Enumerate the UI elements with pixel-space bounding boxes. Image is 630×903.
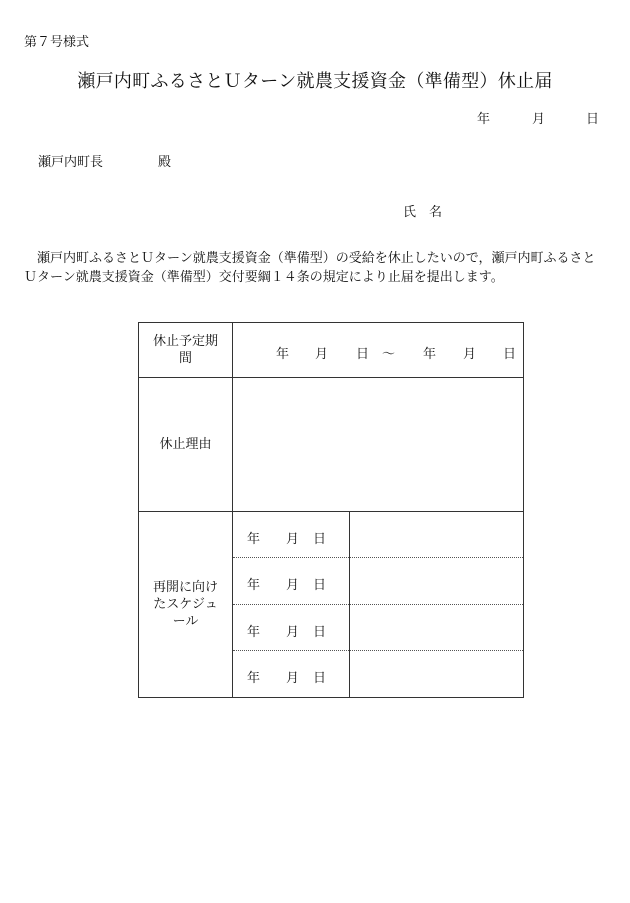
schedule-row <box>139 512 523 697</box>
schedule-row-1-year: 年 <box>247 532 261 547</box>
schedule-row-2-year: 年 <box>247 578 261 593</box>
schedule-row-4-year: 年 <box>247 671 261 686</box>
schedule-divider <box>233 557 523 558</box>
schedule-row-2-day: 日 <box>313 578 327 593</box>
period-start-year: 年 <box>276 347 290 362</box>
period-end-day: 日 <box>503 347 517 362</box>
schedule-row-4-day: 日 <box>313 671 327 686</box>
suspension-table <box>138 322 524 698</box>
schedule-divider <box>233 604 523 605</box>
period-end-month: 月 <box>463 347 477 362</box>
period-label: 休止予定期間 <box>139 323 233 377</box>
date-year: 年 <box>477 112 491 127</box>
applicant-name-label: 氏 名 <box>403 205 443 220</box>
body-paragraph: 瀬戸内町ふるさとＵターン就農支援資金（準備型）の受給を休止したいので，瀬戸内町ふるさとＵターン就農支援資金（準備型）交付要綱１４条の規定により止届を提出します。 <box>24 251 596 285</box>
date-month: 月 <box>532 112 546 127</box>
schedule-row-3-month: 月 <box>286 625 300 640</box>
schedule-row-1-day: 日 <box>313 532 327 547</box>
period-separator: ～ <box>382 347 396 362</box>
date-day: 日 <box>586 112 600 127</box>
period-start-day: 日 <box>356 347 370 362</box>
reason-label: 休止理由 <box>139 378 233 511</box>
period-start-month: 月 <box>315 347 329 362</box>
schedule-row-3-day: 日 <box>313 625 327 640</box>
reason-row <box>139 378 523 512</box>
schedule-divider <box>233 650 523 651</box>
addressee-honorific: 殿 <box>158 155 172 170</box>
reason-input-area[interactable] <box>234 378 523 511</box>
schedule-row-1-month: 月 <box>286 532 300 547</box>
schedule-row-4-month: 月 <box>286 671 300 686</box>
addressee-name: 瀬戸内町長 <box>38 155 104 170</box>
period-end-year: 年 <box>423 347 437 362</box>
form-number: 第７号様式 <box>24 35 90 50</box>
document-title: 瀬戸内町ふるさとＵターン就農支援資金（準備型）休止届 <box>77 71 553 92</box>
schedule-row-3-year: 年 <box>247 625 261 640</box>
period-row <box>139 323 523 378</box>
schedule-row-2-month: 月 <box>286 578 300 593</box>
schedule-label: 再開に向けたスケジュール <box>139 512 233 697</box>
